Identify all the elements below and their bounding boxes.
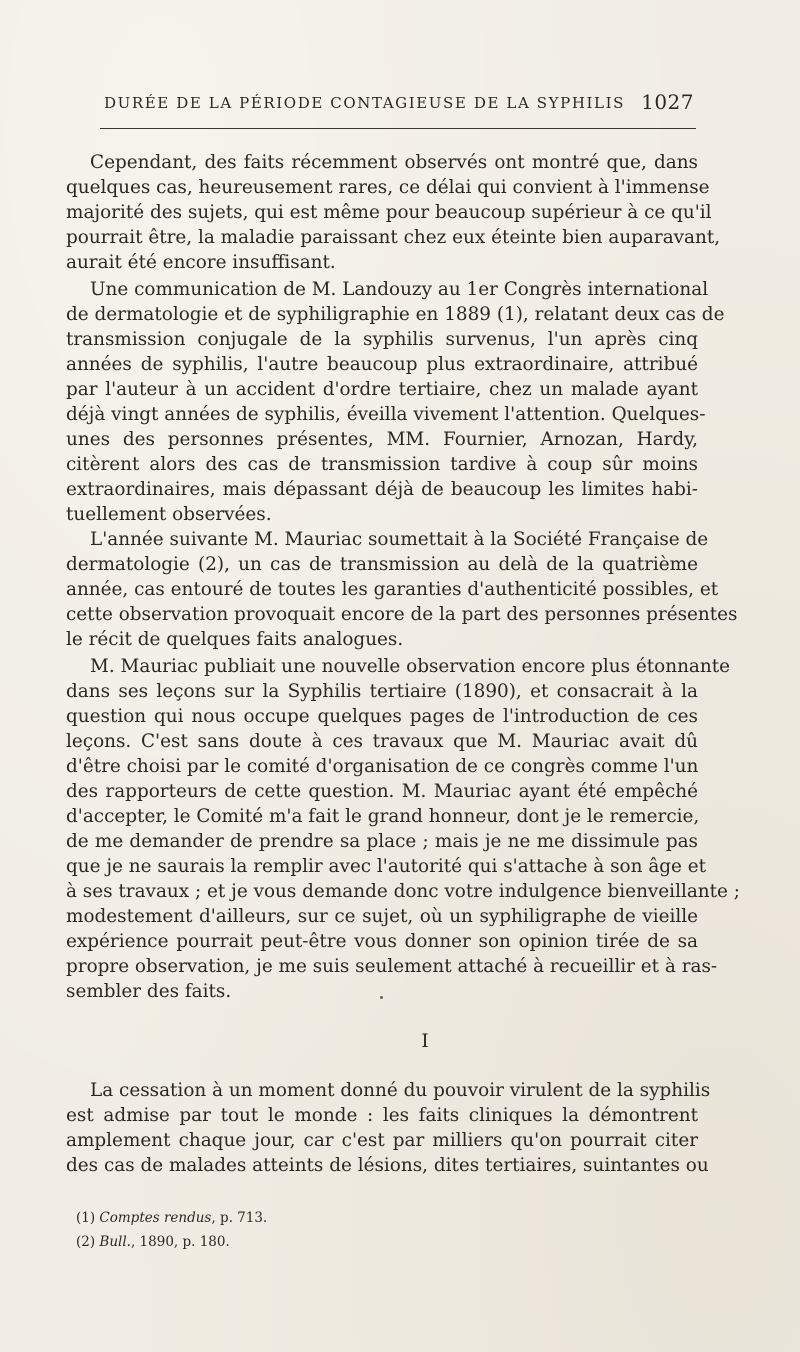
text-line: d'accepter, le Comité m'a fait le grand honneur, dont je le remercie, (66, 806, 700, 827)
text-line: des cas de malades atteints de lésions, dites tertiaires, suintantes ou (66, 1155, 709, 1176)
text-line: L'année suivante M. Mauriac soumettait à la Société Française de (90, 529, 709, 550)
text-line: années de syphilis, l'autre beaucoup plus extraordinaire, attribué (66, 354, 698, 375)
text-line: unes des personnes présentes, MM. Fournier, Arnozan, Hardy, (66, 429, 698, 450)
text-line: Une communication de M. Landouzy au 1er Congrès international (90, 279, 709, 300)
text-line: aurait été encore insuffisant. (66, 252, 336, 273)
text-line: amplement chaque jour, car c'est par milliers qu'on pourrait citer (66, 1130, 698, 1151)
page-number: 1027 (641, 90, 694, 114)
text-line: est admise par tout le monde : les faits cliniques la démontrent (66, 1105, 698, 1126)
text-line: de dermatologie et de syphiligraphie en 1889 (1), relatant deux cas de (66, 304, 725, 325)
text-line: extraordinaires, mais dépassant déjà de beaucoup les limites habi- (66, 479, 698, 500)
text-line: le récit de quelques faits analogues. (66, 629, 404, 650)
text-line: expérience pourrait peut-être vous donner son opinion tirée de sa (66, 931, 698, 952)
text-line: La cessation à un moment donné du pouvoir virulent de la syphilis (90, 1080, 711, 1101)
text-line: transmission conjugale de la syphilis survenus, l'un après cinq (66, 329, 698, 350)
text-line: d'être choisi par le comité d'organisation de ce congrès comme l'un (66, 756, 699, 777)
text-line: citèrent alors des cas de transmission tardive à coup sûr moins (66, 454, 698, 475)
text-line: dermatologie (2), un cas de transmission au delà de la quatrième (66, 554, 698, 575)
text-line: pourrait être, la maladie paraissant chez eux éteinte bien auparavant, (66, 227, 721, 248)
text-line: tuellement observées. (66, 504, 272, 525)
text-line: M. Mauriac publiait une nouvelle observation encore plus étonnante (90, 656, 730, 677)
footnote (76, 1206, 576, 1230)
text-line: de me demander de prendre sa place ; mais je ne me dissimule pas (66, 831, 698, 852)
print-speck (380, 996, 383, 999)
text-line: à ses travaux ; et je vous demande donc votre indulgence bienveillante ; (66, 881, 740, 902)
footnote-ref: , 1890, p. 180. (130, 1234, 230, 1250)
text-line: année, cas entouré de toutes les garanties d'authenticité possibles, et (66, 579, 719, 600)
footnote (76, 1230, 576, 1254)
text-line: propre observation, je me suis seulement attaché à recueillir et à ras- (66, 956, 718, 977)
footnotes (76, 1206, 576, 1254)
running-head (104, 90, 694, 118)
running-title: DURÉE DE LA PÉRIODE CONTAGIEUSE DE LA SYPHILIS (104, 94, 625, 112)
text-line: que je ne saurais la remplir avec l'autorité qui s'attache à son âge et (66, 856, 707, 877)
text-line: des rapporteurs de cette question. M. Mauriac ayant été empêché (66, 781, 698, 802)
footnote-mark: (1) (76, 1210, 96, 1226)
text-line: par l'auteur à un accident d'ordre tertiaire, chez un malade ayant (66, 379, 698, 400)
footnote-mark: (2) (76, 1234, 96, 1250)
text-line: cette observation provoquait encore de la part des personnes présentes (66, 604, 738, 625)
footnote-title: Bull. (99, 1234, 131, 1250)
text-line: leçons. C'est sans doute à ces travaux que M. Mauriac avait dû (66, 731, 698, 752)
text-line: majorité des sujets, qui est même pour beaucoup supérieur à ce qu'il (66, 202, 712, 223)
footnote-title: Comptes rendus (99, 1210, 212, 1226)
text-line: Cependant, des faits récemment observés ont montré que, dans (90, 152, 698, 173)
text-line: quelques cas, heureusement rares, ce délai qui convient à l'immense (66, 177, 710, 198)
section-heading: I (421, 1030, 429, 1052)
footnote-ref: , p. 713. (211, 1210, 268, 1226)
text-line: modestement d'ailleurs, sur ce sujet, où un syphiligraphe de vieille (66, 906, 698, 927)
header-rule (100, 128, 696, 129)
text-line: sembler des faits. (66, 981, 232, 1002)
text-line: question qui nous occupe quelques pages de l'introduction de ces (66, 706, 698, 727)
text-line: dans ses leçons sur la Syphilis tertiaire (1890), et consacrait à la (66, 681, 698, 702)
text-line: déjà vingt années de syphilis, éveilla vivement l'attention. Quelques- (66, 404, 706, 425)
